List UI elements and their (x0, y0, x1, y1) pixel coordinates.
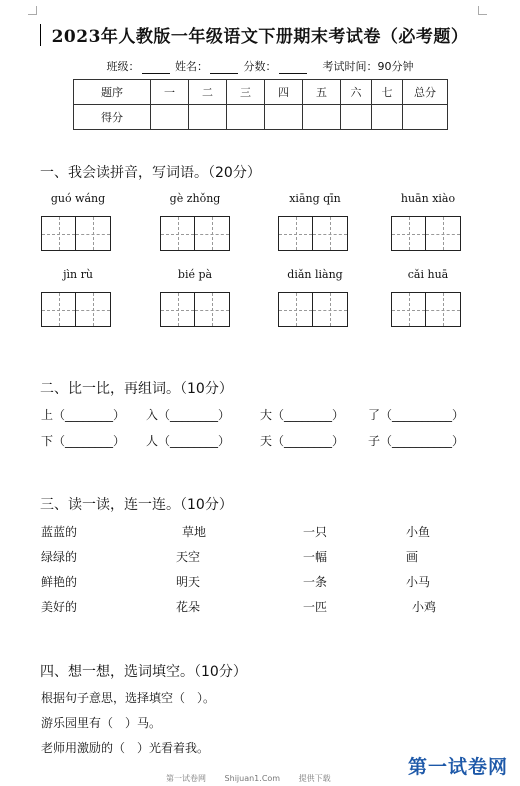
writing-grid (41, 216, 111, 251)
writing-cell[interactable] (76, 216, 111, 251)
pinyin-label: guó wáng (50, 192, 106, 205)
header-cell: 三 (227, 80, 265, 105)
writing-grid (41, 292, 111, 327)
score-cell[interactable] (227, 105, 265, 130)
word-pair-item: 上（________） (41, 408, 126, 422)
class-blank[interactable] (142, 73, 170, 74)
match-item: 绿绿的 (41, 550, 78, 564)
footer-download-text: 提供下载 (298, 774, 331, 783)
pinyin-label: gè zhǒng (169, 192, 221, 205)
score-cell[interactable] (403, 105, 448, 130)
match-item: 一只 (303, 525, 328, 539)
writing-grid (278, 292, 348, 327)
fill-blank-line: 老师用激励的（ ）光看着我。 (41, 741, 210, 755)
score-cell[interactable] (265, 105, 303, 130)
score-table-header-row (74, 80, 448, 105)
header-cell: 六 (341, 80, 372, 105)
writing-cell[interactable] (195, 292, 230, 327)
writing-grid (278, 216, 348, 251)
match-item: 明天 (176, 575, 201, 589)
match-item: 一幅 (303, 550, 328, 564)
score-blank[interactable] (279, 73, 307, 74)
score-cell[interactable] (303, 105, 341, 130)
word-pair-item: 天（________） (260, 434, 345, 448)
header-cell: 一 (151, 80, 189, 105)
writing-grid (391, 292, 461, 327)
writing-cell[interactable] (160, 216, 195, 251)
header-cell: 四 (265, 80, 303, 105)
brand-watermark: 第一试卷网 (408, 756, 509, 778)
class-label: 班级： (106, 60, 140, 73)
section-3-title: 三、读一读，连一连。（10分） (40, 497, 233, 513)
header-cell: 七 (372, 80, 403, 105)
score-cell[interactable] (151, 105, 189, 130)
match-item: 小鸡 (412, 600, 437, 614)
pinyin-label: huān xiào (400, 192, 456, 205)
fill-blank-line: 游乐园里有（ ）马。 (41, 716, 162, 730)
match-item: 一条 (303, 575, 328, 589)
match-item: 花朵 (176, 600, 201, 614)
writing-cell[interactable] (195, 216, 230, 251)
writing-cell[interactable] (160, 292, 195, 327)
score-table (73, 79, 448, 130)
pinyin-label: jìn rù (63, 268, 93, 281)
writing-cell[interactable] (391, 216, 426, 251)
pinyin-label: diǎn liàng (287, 268, 343, 281)
match-item: 蓝蓝的 (41, 525, 78, 539)
exam-time: 考试时间：90分钟 (322, 60, 414, 73)
writing-cell[interactable] (426, 292, 461, 327)
row-label: 得分 (74, 105, 151, 130)
corner-mark-top-right (478, 6, 487, 15)
score-cell[interactable] (372, 105, 403, 130)
word-pair-item: 下（________） (41, 434, 126, 448)
score-table-score-row (74, 105, 448, 130)
writing-cell[interactable] (313, 292, 348, 327)
header-cell: 二 (189, 80, 227, 105)
pinyin-label: xiāng qīn (289, 192, 341, 205)
word-pair-item: 了（__________） (368, 408, 465, 422)
pinyin-label: bié pà (177, 268, 213, 281)
score-cell[interactable] (341, 105, 372, 130)
writing-grid (391, 216, 461, 251)
writing-cell[interactable] (426, 216, 461, 251)
match-item: 画 (406, 550, 419, 564)
header-cell: 五 (303, 80, 341, 105)
section-2-title: 二、比一比，再组词。（10分） (40, 381, 233, 397)
footer-site-name: 第一试卷网 (166, 774, 206, 783)
writing-cell[interactable] (278, 216, 313, 251)
pinyin-label: cǎi huā (407, 268, 449, 281)
writing-grid (160, 216, 230, 251)
writing-cell[interactable] (41, 292, 76, 327)
writing-cell[interactable] (76, 292, 111, 327)
match-item: 小马 (406, 575, 431, 589)
match-item: 美好的 (41, 600, 78, 614)
header-cell: 总分 (403, 80, 448, 105)
match-item: 草地 (182, 525, 207, 539)
exam-info-line (0, 58, 520, 74)
page-footer (166, 773, 347, 784)
writing-cell[interactable] (278, 292, 313, 327)
writing-grid (160, 292, 230, 327)
word-pair-item: 子（__________） (368, 434, 465, 448)
writing-cell[interactable] (391, 292, 426, 327)
corner-mark-top-left (28, 6, 37, 15)
score-cell[interactable] (189, 105, 227, 130)
section-4-title: 四、想一想，选词填空。（10分） (40, 664, 247, 680)
word-pair-item: 入（________） (146, 408, 231, 422)
page-title: 2023年人教版一年级语文下册期末考试卷（必考题） (51, 27, 469, 47)
match-item: 小鱼 (406, 525, 431, 539)
match-item: 鲜艳的 (41, 575, 78, 589)
writing-cell[interactable] (41, 216, 76, 251)
fill-blank-line: 根据句子意思，选择填空（ ）。 (41, 691, 216, 705)
name-blank[interactable] (210, 73, 238, 74)
name-label: 姓名： (175, 60, 208, 73)
section-1-title: 一、我会读拼音，写词语。（20分） (40, 165, 261, 181)
match-item: 一匹 (303, 600, 328, 614)
match-item: 天空 (176, 550, 201, 564)
score-label: 分数： (243, 60, 277, 73)
writing-cell[interactable] (313, 216, 348, 251)
word-pair-item: 大（________） (260, 408, 345, 422)
footer-site-url: Shijuan1.Com (224, 774, 281, 783)
word-pair-item: 人（________） (146, 434, 231, 448)
header-cell: 题序 (74, 80, 151, 105)
